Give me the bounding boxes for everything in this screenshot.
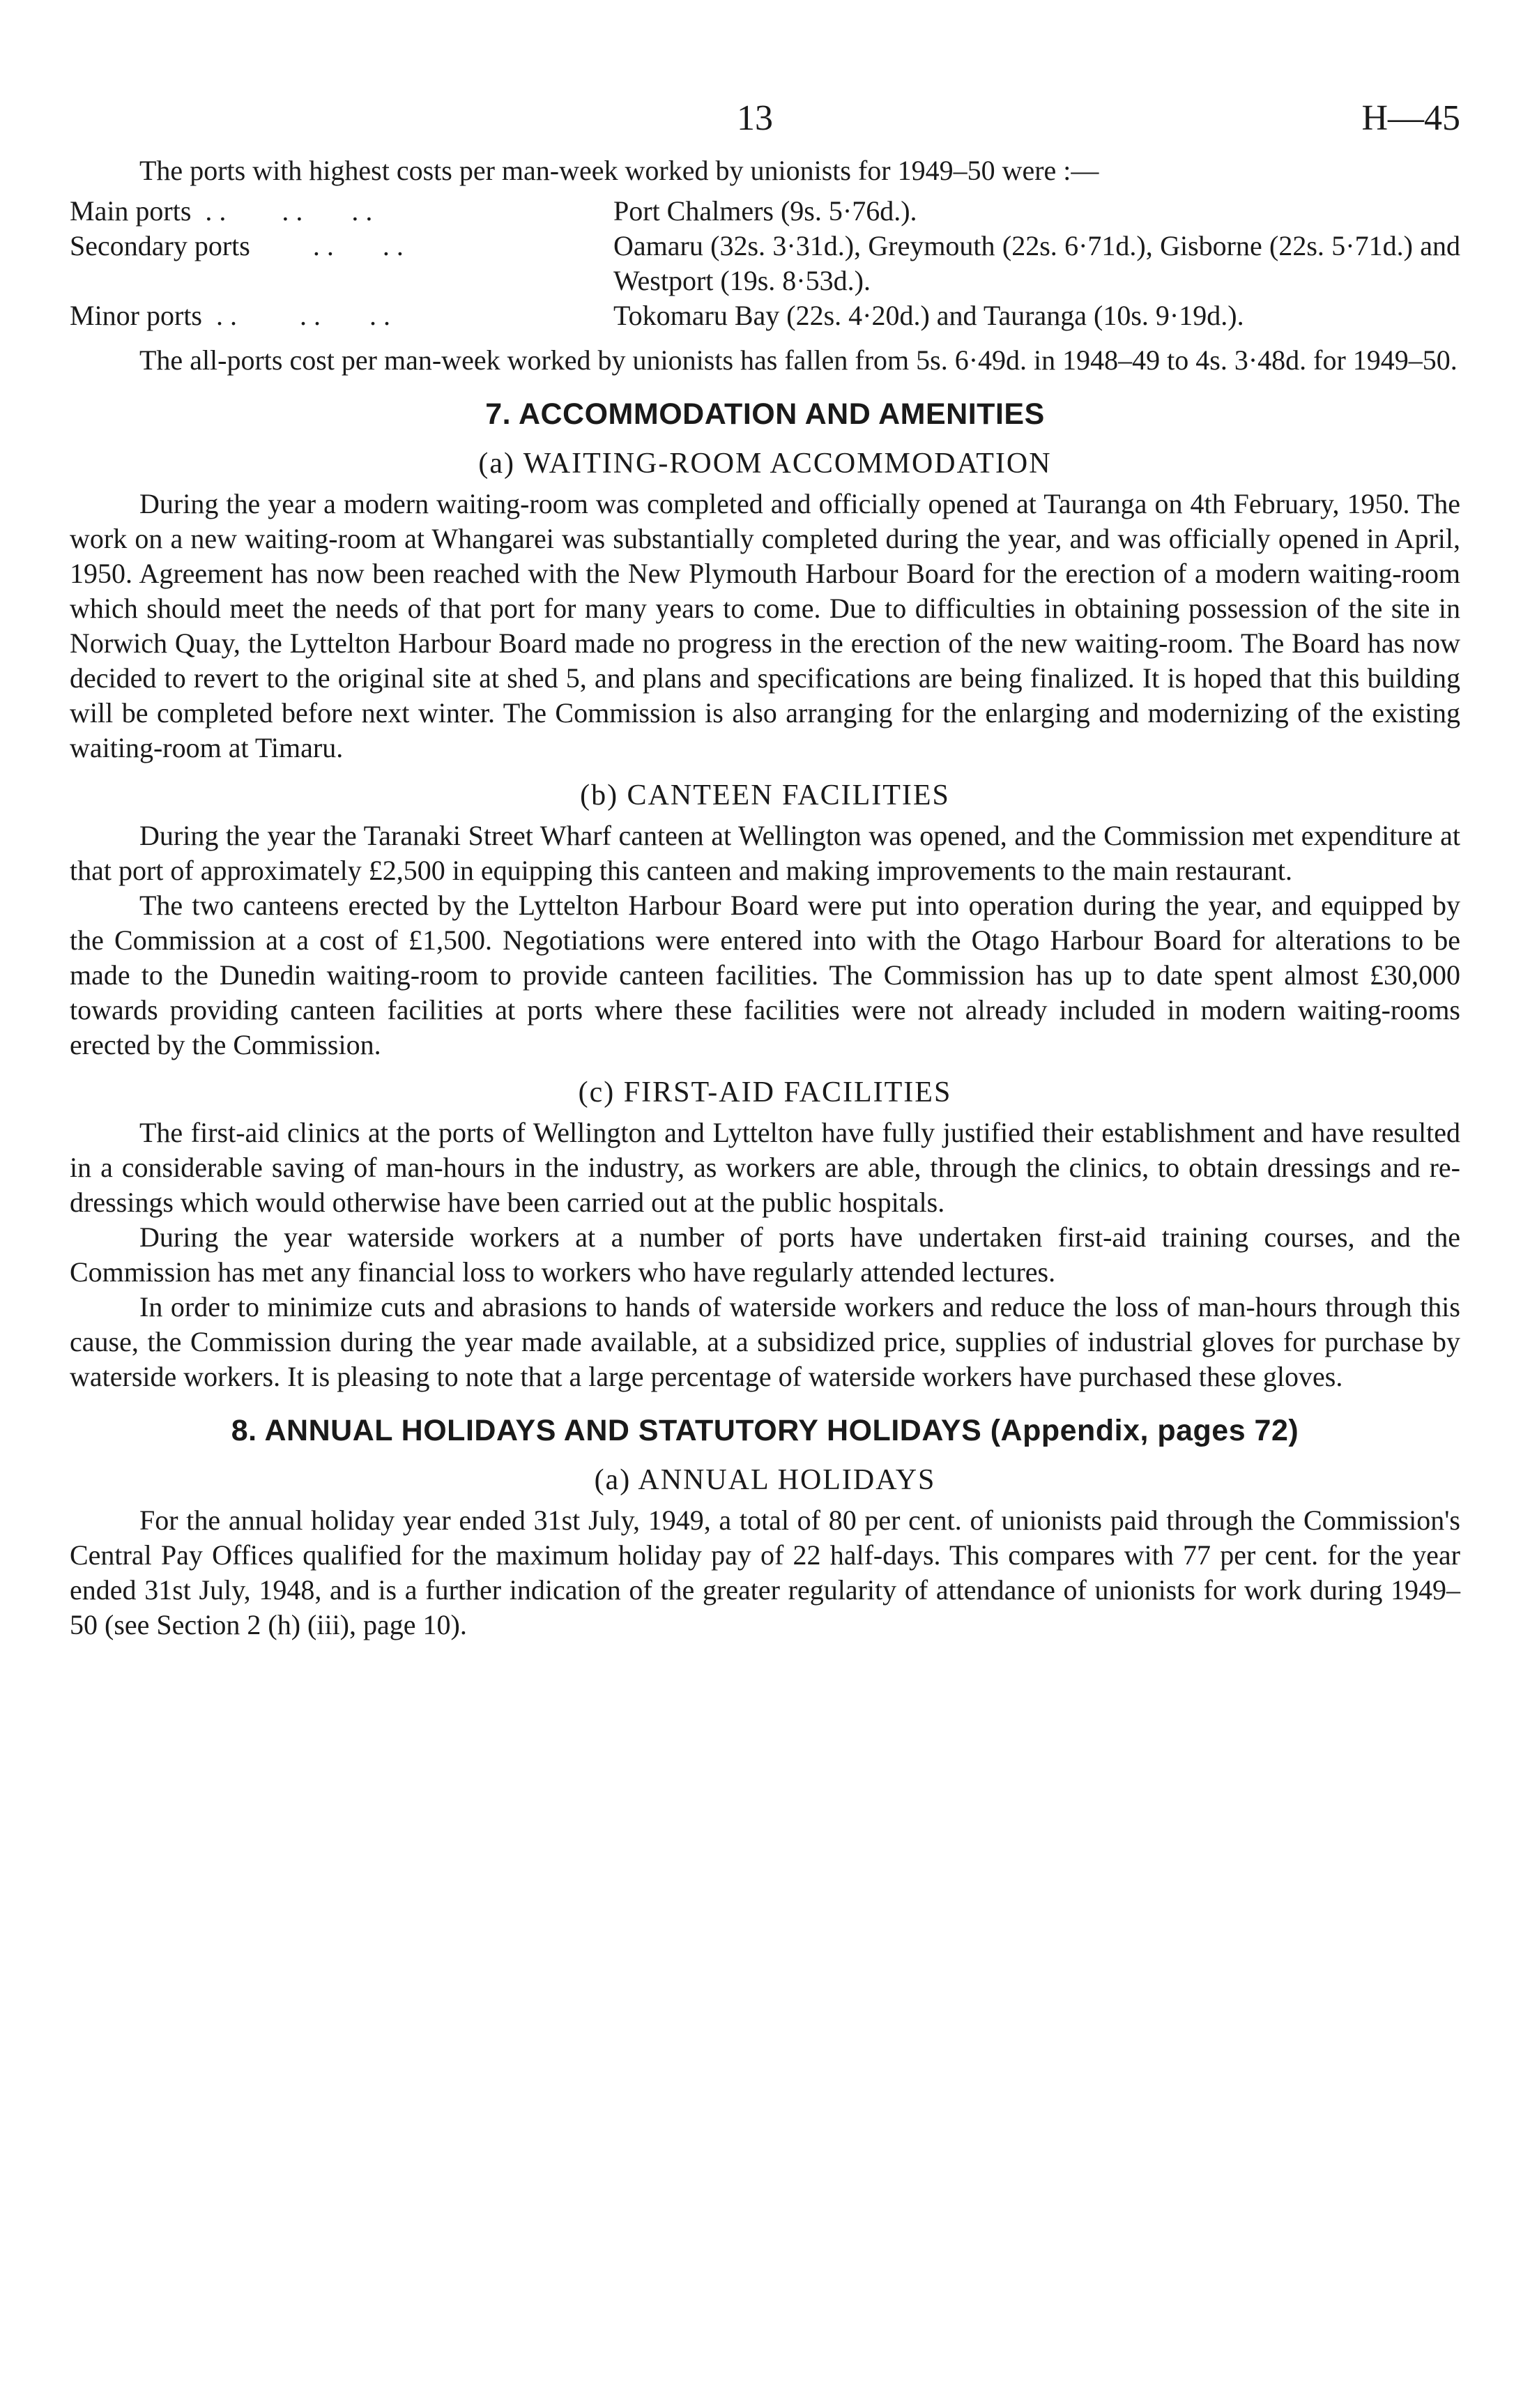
section-8a-paragraph: For the annual holiday year ended 31st July, 1949, a total of 80 per cent. of unionists paid through the Commission's Central Pay Offices qualified for the maximum holiday pay of 22 half-days. This compares with 77 per cent. for the year ended 31st July, 1948, and is a further indication of the greater regularity of attendance of unionists for work during 1949–50 (see Section 2 (h) (iii), page 10). xyxy=(70,1504,1460,1640)
port-category-label: Secondary ports . . . . xyxy=(70,230,404,261)
page-header xyxy=(70,98,1460,153)
section-7b-paragraph: During the year the Taranaki Street Wharf canteen at Wellington was opened, and the Commission met expenditure at that port of approximately £2,500 in equipping this canteen and making improvements to the main restaurant. xyxy=(70,820,1460,886)
section-8a-heading: (a) ANNUAL HOLIDAYS xyxy=(594,1464,936,1496)
section-7c-paragraph: The first-aid clinics at the ports of Wellington and Lyttelton have fully justified their establishment and have resulted in a considerable saving of man-hours in the industry, as workers are able, through the clinics, to obtain dressings and re-dressings which would otherwise have been carried out at the public hospitals. xyxy=(70,1117,1460,1218)
section-7a-heading: (a) WAITING-ROOM ACCOMMODATION xyxy=(478,448,1052,480)
port-row-main xyxy=(70,194,1460,229)
section-8-heading: 8. ANNUAL HOLIDAYS AND STATUTORY HOLIDAYS (Appendix, pages 72) xyxy=(231,1414,1299,1447)
document-reference: H—45 xyxy=(1361,98,1460,138)
port-row-secondary xyxy=(70,229,1460,298)
ports-intro: The ports with highest costs per man-week worked by unionists for 1949–50 were :— xyxy=(139,155,1099,186)
section-7b-heading: (b) CANTEEN FACILITIES xyxy=(580,779,950,811)
section-7c-paragraph: In order to minimize cuts and abrasions to hands of waterside workers and reduce the loss of man-hours through this cause, the Commission during the year made available, at a subsidized price, supplies of industrial gloves for purchase by waterside workers. It is pleasing to note that a large percentage of waterside workers have purchased these gloves. xyxy=(70,1291,1460,1392)
port-category-value: Port Chalmers (9s. 5·76d.). xyxy=(613,195,917,227)
port-row-minor xyxy=(70,298,1460,333)
document-page xyxy=(70,98,1460,1643)
port-category-value: Oamaru (32s. 3·31d.), Greymouth (22s. 6·71d.), Gisborne (22s. 5·71d.) and Westport (19s. 8·53d.). xyxy=(613,230,1460,296)
port-category-label: Minor ports . . . . . . xyxy=(70,300,390,331)
section-7a-paragraph: During the year a modern waiting-room was completed and officially opened at Tauranga on 4th February, 1950. The work on a new waiting-room at Whangarei was substantially completed during the year, and was officially opened in April, 1950. Agreement has now been reached with the New Plymouth Harbour Board for the erection of a modern waiting-room which should meet the needs of that port for many years to come. Due to difficulties in obtaining possession of the site in Norwich Quay, the Lyttelton Harbour Board made no progress in the erection of the new waiting-room. The Board has now decided to revert to the original site at shed 5, and plans and specifications are being finalized. It is hoped that this building will be completed before next winter. The Commission is also arranging for the enlarging and modernizing of the existing waiting-room at Timaru. xyxy=(70,488,1460,763)
ports-summary: The all-ports cost per man-week worked by unionists has fallen from 5s. 6·49d. in 1948–49 to 4s. 3·48d. for 1949–50. xyxy=(139,344,1458,376)
port-category-value: Tokomaru Bay (22s. 4·20d.) and Tauranga (10s. 9·19d.). xyxy=(613,300,1244,331)
section-7c-paragraph: During the year waterside workers at a number of ports have undertaken first-aid training courses, and the Commission has met any financial loss to workers who have regularly attended lectures. xyxy=(70,1221,1460,1288)
section-7-heading: 7. ACCOMMODATION AND AMENITIES xyxy=(485,397,1045,431)
page-number: 13 xyxy=(737,98,773,138)
section-7c-heading: (c) FIRST-AID FACILITIES xyxy=(578,1076,952,1108)
ports-list xyxy=(70,194,1460,333)
section-7b-paragraph: The two canteens erected by the Lyttelton Harbour Board were put into operation during the year, and equipped by the Commission at a cost of £1,500. Negotiations were entered into with the Otago Harbour Board for alterations to be made to the Dunedin waiting-room to provide canteen facilities. The Commission has up to date spent almost £30,000 towards providing canteen facilities at ports where these facilities were not already included in modern waiting-rooms erected by the Commission. xyxy=(70,890,1460,1060)
port-category-label: Main ports . . . . . . xyxy=(70,195,373,227)
